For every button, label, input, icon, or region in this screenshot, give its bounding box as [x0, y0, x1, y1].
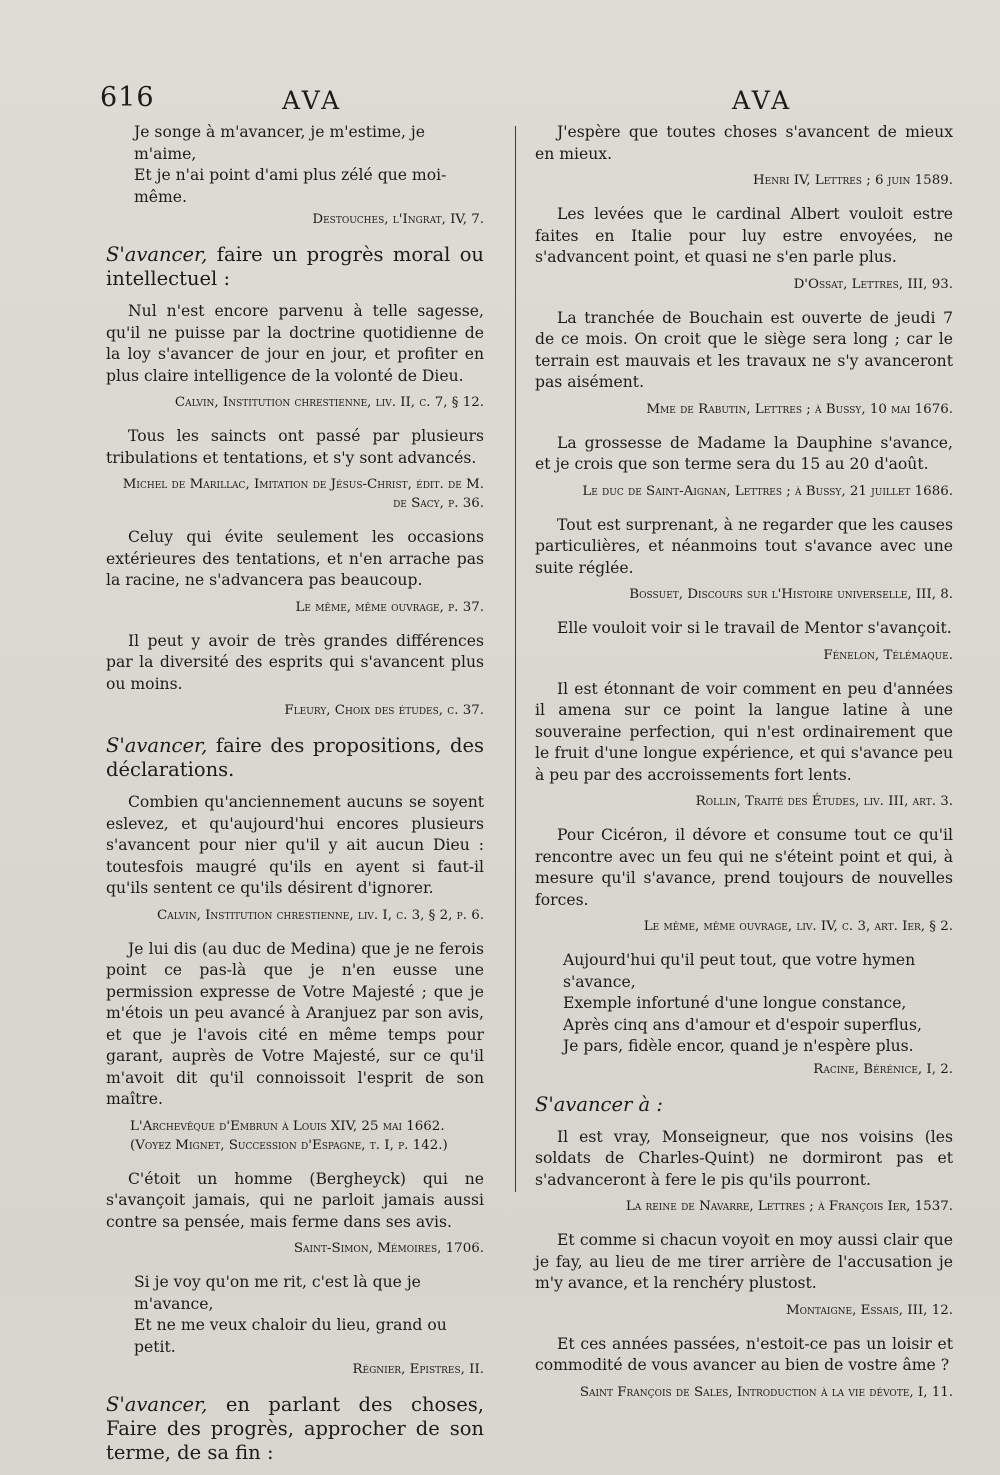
sense-definition: faire des propositions, des déclarations.	[106, 734, 485, 781]
citation: Saint-Simon, Mémoires, 1706.	[293, 1241, 484, 1256]
citation: D'Ossat, Lettres, III, 93.	[793, 276, 953, 292]
sense-heading	[106, 1393, 484, 1465]
quotation: Je lui dis (au duc de Medina) que je ne ferois point ce pas-là que je n'en eusse une permission expresse de Votre Majesté ; que je m'étois un peu avancé à Aranjuez par son avis, et que je l'avois cité en même temps pour garant, auprès de Votre Majesté, sur ce qu'il m'avoit dit qu'il connoissoit l'esprit de son maître.	[106, 939, 484, 1108]
verse-line: Et je n'ai point d'ami plus zélé que moi-même.	[134, 166, 447, 206]
running-head-right: AVA	[732, 86, 793, 115]
citation: Rollin, Traité des Études, liv. III, art. 3.	[695, 794, 953, 809]
quotation: Tous les saincts ont passé par plusieurs tribulations et tentations, et s'y sont advancés.	[106, 427, 484, 467]
citation: Michel de Marillac, Imitation de Jésus-Christ, édit. de M. de Sacy, p. 36.	[122, 477, 484, 511]
column-divider	[515, 126, 516, 1192]
verse-quote	[563, 950, 953, 1058]
citation: Bossuet, Discours sur l'Histoire universelle, III, 8.	[629, 587, 953, 602]
sense-definition: en parlant des choses, Faire des progrès, approcher de son terme, de sa fin :	[106, 1393, 484, 1464]
verse-line: Et ne me veux chaloir du lieu, grand ou petit.	[134, 1316, 447, 1356]
quotation: C'étoit un homme (Bergheyck) qui ne s'avançoit jamais, qui ne parloit jamais aussi contre sa pensée, mais ferme dans ses avis.	[106, 1169, 484, 1231]
citation: Régnier, Epistres, II.	[352, 1362, 484, 1377]
citation: Henri IV, Lettres ; 6 juin 1589.	[752, 173, 953, 188]
citation: Racine, Bérénice, I, 2.	[813, 1061, 953, 1077]
citation: Mme de Rabutin, Lettres ; à Bussy, 10 mai 1676.	[646, 401, 953, 417]
right-column	[535, 122, 953, 1416]
citation: Calvin, Institution chrestienne, liv. I, c. 3, § 2, p. 6.	[157, 907, 484, 923]
sense-definition: faire un progrès moral ou intellectuel :	[106, 243, 484, 290]
verse-quote	[134, 122, 484, 208]
quotation: Il est étonnant de voir comment en peu d'années il amena sur ce point la langue latine à une souveraine perfection, qui n'est ordinairement que le fruit d'une longue expérience, et qui s'avance peu à peu par des accroissements fort lents.	[535, 679, 953, 784]
citation: Le même, même ouvrage, p. 37.	[295, 599, 484, 615]
quotation: Et comme si chacun voyoit en moy aussi clair que je fay, au lieu de me tirer arrière de l'accusation je m'y avance, et la renchéry plustost.	[535, 1231, 953, 1292]
quotation: Celuy qui évite seulement les occasions extérieures des tentations, et n'en arrache pas la racine, ne s'advancera pas beaucoup.	[106, 528, 484, 589]
verse-line: Si je voy qu'on me rit, c'est là que je m'avance,	[134, 1273, 421, 1313]
citation: Calvin, Institution chrestienne, liv. II, c. 7, § 12.	[174, 395, 484, 410]
sense-term: S'avancer,	[106, 1393, 208, 1416]
verse-line: Aujourd'hui qu'il peut tout, que votre hymen s'avance,	[563, 951, 916, 991]
citation: L'Archevêque d'Embrun à Louis XIV, 25 mai 1662. (Voyez Mignet, Succession d'Espagne, t. I, p. 142.)	[130, 1118, 448, 1153]
citation: Le duc de Saint-Aignan, Lettres ; à Bussy, 21 juillet 1686.	[582, 483, 953, 499]
quotation: Il peut y avoir de très grandes différences par la diversité des esprits qui s'avancent plus ou moins.	[106, 631, 484, 693]
citation: Fleury, Choix des études, c. 37.	[284, 703, 484, 718]
quotation: La grossesse de Madame la Dauphine s'avance, et je crois que son terme sera du 15 au 20 d'août.	[535, 433, 953, 473]
citation: Saint François de Sales, Introduction à la vie dévote, I, 11.	[579, 1384, 953, 1400]
quotation: Il est vray, Monseigneur, que nos voisins (les soldats de Charles-Quint) ne dormiront pas et s'advanceront à fere le pis qu'ils pourront.	[535, 1127, 953, 1189]
running-head-left: AVA	[282, 86, 343, 115]
quotation: Tout est surprenant, à ne regarder que les causes particulières, et néanmoins tout s'avance avec une suite réglée.	[535, 515, 953, 577]
verse-line: Je songe à m'avancer, je m'estime, je m'aime,	[134, 123, 425, 163]
verse-line: Je pars, fidèle encor, quand je n'espère plus.	[563, 1037, 914, 1055]
citation: Montaigne, Essais, III, 12.	[785, 1302, 953, 1318]
citation: Fénelon, Télémaque.	[823, 647, 953, 663]
sense-term: S'avancer,	[106, 734, 208, 757]
quotation: Nul n'est encore parvenu à telle sagesse, qu'il ne puisse par la doctrine quotidienne de la loy s'avancer de jour en jour, et profiter en plus claire intelligence de la volonté de Dieu.	[106, 302, 484, 385]
verse-line: Après cinq ans d'amour et d'espoir superflus,	[563, 1015, 922, 1034]
page-number: 616	[100, 82, 155, 113]
sense-heading	[106, 243, 484, 291]
quotation: Elle vouloit voir si le travail de Mentor s'avançoit.	[557, 619, 952, 637]
verse-quote	[134, 1272, 484, 1358]
sense-term: S'avancer,	[106, 243, 208, 266]
citation: Le même, même ouvrage, liv. IV, c. 3, art. Ier, § 2.	[643, 919, 953, 934]
citation: La reine de Navarre, Lettres ; à François Ier, 1537.	[625, 1199, 953, 1214]
left-column	[106, 122, 484, 1475]
sense-term: S'avancer à :	[535, 1092, 663, 1116]
quotation: Les levées que le cardinal Albert vouloit estre faites en Italie pour luy estre envoyées, ne s'advancent point, et quasi ne s'en parle plus.	[535, 205, 953, 266]
quotation: J'espère que toutes choses s'avancent de mieux en mieux.	[535, 123, 953, 163]
quotation: Et ces années passées, n'estoit-ce pas un loisir et commodité de vous avancer au bien de vostre âme ?	[535, 1334, 953, 1374]
quotation: La tranchée de Bouchain est ouverte de jeudi 7 de ce mois. On croit que le siège sera long ; car le terrain est mauvais et les travaux ne s'y avanceront pas aisément.	[535, 308, 953, 391]
citation: Destouches, l'Ingrat, IV, 7.	[312, 212, 484, 227]
quotation: Pour Cicéron, il dévore et consume tout ce qu'il rencontre avec un feu qui ne s'éteint point et qui, à mesure qu'il s'avance, prend toujours de nouvelles forces.	[535, 826, 953, 909]
quotation: Combien qu'anciennement aucuns se soyent eslevez, et qu'aujourd'hui encores plusieurs s'avancent pour nier qu'il y ait aucun Dieu : toutesfois maugré qu'ils en ayent si faut-il qu'ils sentent ce qu'ils désirent d'ignorer.	[106, 793, 484, 897]
verse-line: Exemple infortuné d'une longue constance,	[563, 994, 907, 1012]
sense-heading	[106, 734, 484, 782]
sense-heading	[535, 1093, 953, 1117]
